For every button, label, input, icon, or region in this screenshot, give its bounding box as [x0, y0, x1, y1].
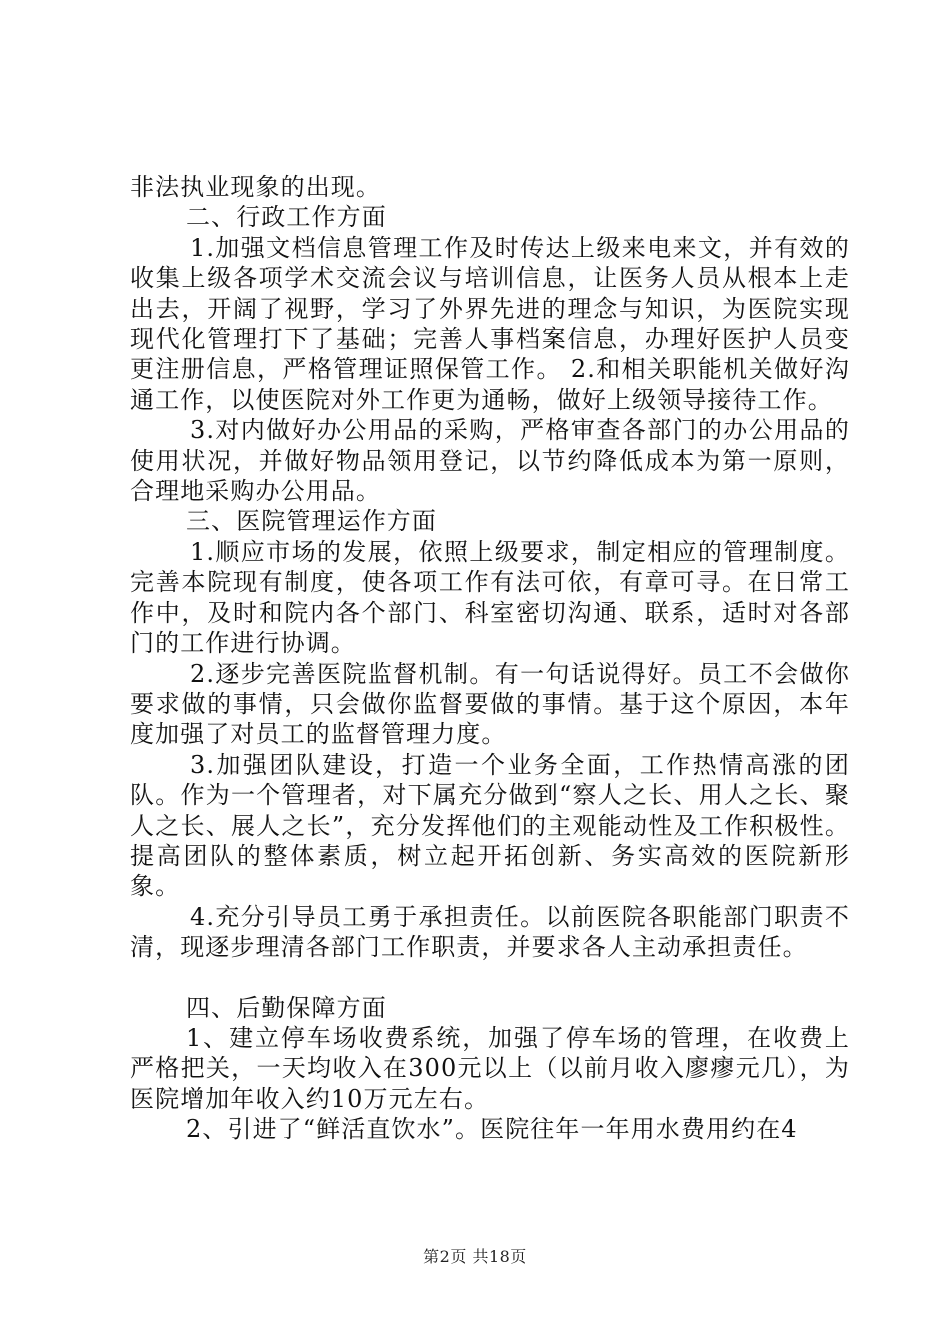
section-heading-administration: 二、行政工作方面	[186, 203, 387, 232]
section-heading-hospital-management: 三、医院管理运作方面	[186, 507, 437, 536]
section-heading-logistics: 四、后勤保障方面	[186, 993, 387, 1022]
paragraph-management-3: 3.加强团队建设，打造一个业务全面，工作热情高涨的团队。作为一个管理者，对下属充分做到“察人之长、用人之长、聚人之长、展人之长”，充分发挥他们的主观能动性及工作积极性。提高团队的整体素质，树立起开拓创新、务实高效的医院新形象。	[130, 750, 850, 901]
paragraph-continuation: 非法执业现象的出现。	[130, 173, 381, 201]
paragraph-admin-1: 1.加强文档信息管理工作及时传达上级来电来文，并有效的收集上级各项学术交流会议与培训信息，让医务人员从根本上走出去，开阔了视野，学习了外界先进的理念与知识，为医院实现现代化管理打下了基础；完善人事档案信息，办理好医护人员变更注册信息，严格管理证照保管工作。 2.和相关职能机关做好沟通工作，以使医院对外工作更为通畅，做好上级领导接待工作。	[130, 233, 850, 414]
paragraph-management-2: 2.逐步完善医院监督机制。有一句话说得好。员工不会做你要求做的事情，只会做你监督要做的事情。基于这个原因，本年度加强了对员工的监督管理力度。	[130, 659, 850, 749]
document-body	[130, 172, 850, 1145]
paragraph-admin-3: 3.对内做好办公用品的采购，严格审查各部门的办公用品的使用状况，并做好物品领用登记，以节约降低成本为第一原则，合理地采购办公用品。	[130, 416, 850, 506]
paragraph-management-4: 4.充分引导员工勇于承担责任。以前医院各职能部门职责不清，现逐步理清各部门工作职责，并要求各人主动承担责任。	[130, 902, 850, 962]
paragraph-logistics-1: 1、建立停车场收费系统，加强了停车场的管理，在收费上严格把关，一天均收入在300元以上（以前月收入廖瘳元几），为医院增加年收入约10万元左右。	[130, 1023, 850, 1113]
paragraph-logistics-2: 2、引进了“鲜活直饮水”。医院往年一年用水费用约在4	[186, 1115, 798, 1144]
page-footer: 第2页 共18页	[423, 1247, 527, 1266]
paragraph-management-1: 1.顺应市场的发展，依照上级要求，制定相应的管理制度。完善本院现有制度，使各项工作有法可依，有章可寻。在日常工作中，及时和院内各个部门、科室密切沟通、联系，适时对各部门的工作进行协调。	[130, 537, 850, 658]
